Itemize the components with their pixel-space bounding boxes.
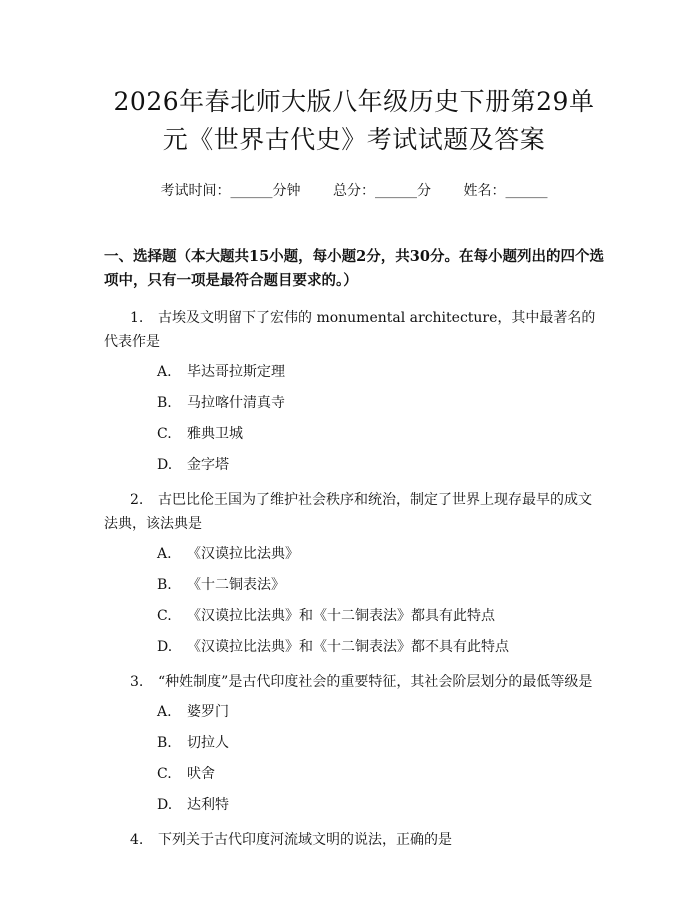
option-text: 毕达哥拉斯定理: [187, 364, 285, 380]
total-score-field: 总分：______分: [333, 183, 431, 199]
option-text: 《汉谟拉比法典》和《十二铜表法》都具有此特点: [187, 608, 495, 624]
option-c[interactable]: [157, 606, 604, 626]
question-4: [104, 828, 604, 852]
exam-meta: [104, 181, 604, 201]
question-1: [104, 306, 604, 475]
option-text: 马拉喀什清真寺: [187, 395, 285, 411]
question-stem: [104, 670, 604, 694]
question-stem: [104, 488, 604, 536]
option-a[interactable]: [157, 362, 604, 382]
option-letter: D.: [157, 797, 173, 813]
option-a[interactable]: [157, 544, 604, 564]
question-text: 下列关于古代印度河流域文明的说法，正确的是: [158, 832, 452, 848]
option-text: 《汉谟拉比法典》和《十二铜表法》都不具有此特点: [187, 639, 509, 655]
option-c[interactable]: [157, 424, 604, 444]
section-heading: 一、选择题（本大题共15小题，每小题2分，共30分。在每小题列出的四个选项中，只有一项是最符合题目要求的。）: [104, 248, 604, 289]
option-b[interactable]: [157, 733, 604, 753]
option-list: [104, 702, 604, 815]
option-text: 《汉谟拉比法典》: [187, 546, 299, 562]
question-number: 2.: [130, 492, 144, 508]
question-stem: [104, 306, 604, 354]
option-list: [104, 544, 604, 657]
option-letter: B.: [157, 395, 172, 411]
option-text: 达利特: [187, 797, 229, 813]
question-number: 1.: [130, 310, 144, 326]
option-letter: C.: [157, 426, 172, 442]
option-text: 金字塔: [187, 457, 229, 473]
option-letter: A.: [157, 546, 172, 562]
option-text: 《十二铜表法》: [187, 577, 285, 593]
option-letter: A.: [157, 704, 172, 720]
option-letter: B.: [157, 577, 172, 593]
option-b[interactable]: [157, 575, 604, 595]
question-number: 3.: [130, 674, 144, 690]
option-list: [104, 362, 604, 475]
option-letter: C.: [157, 766, 172, 782]
option-c[interactable]: [157, 764, 604, 784]
question-2: [104, 488, 604, 657]
question-text: 古埃及文明留下了宏伟的 monumental architecture，其中最著名的代表作是: [104, 310, 596, 350]
exam-title-line-1: 2026年春北师大版八年级历史下册第29单: [113, 87, 595, 116]
option-text: 吠舍: [187, 766, 215, 782]
option-letter: C.: [157, 608, 172, 624]
question-text: 古巴比伦王国为了维护社会秩序和统治，制定了世界上现存最早的成文法典，该法典是: [104, 492, 592, 532]
option-letter: B.: [157, 735, 172, 751]
option-a[interactable]: [157, 702, 604, 722]
exam-time-field: 考试时间：______分钟: [160, 183, 301, 199]
option-d[interactable]: [157, 455, 604, 475]
student-name-field: 姓名：______: [463, 183, 548, 199]
option-letter: D.: [157, 457, 173, 473]
question-stem: [104, 828, 604, 852]
option-text: 切拉人: [187, 735, 229, 751]
option-text: 雅典卫城: [187, 426, 243, 442]
option-letter: A.: [157, 364, 172, 380]
exam-title-line-2: 元《世界古代史》考试试题及答案: [162, 125, 546, 154]
option-d[interactable]: [157, 795, 604, 815]
exam-title: [104, 0, 604, 159]
question-number: 4.: [130, 832, 144, 848]
option-text: 婆罗门: [187, 704, 229, 720]
option-letter: D.: [157, 639, 173, 655]
option-d[interactable]: [157, 637, 604, 657]
option-b[interactable]: [157, 393, 604, 413]
question-3: [104, 670, 604, 815]
question-text: “种姓制度”是古代印度社会的重要特征，其社会阶层划分的最低等级是: [158, 674, 593, 690]
